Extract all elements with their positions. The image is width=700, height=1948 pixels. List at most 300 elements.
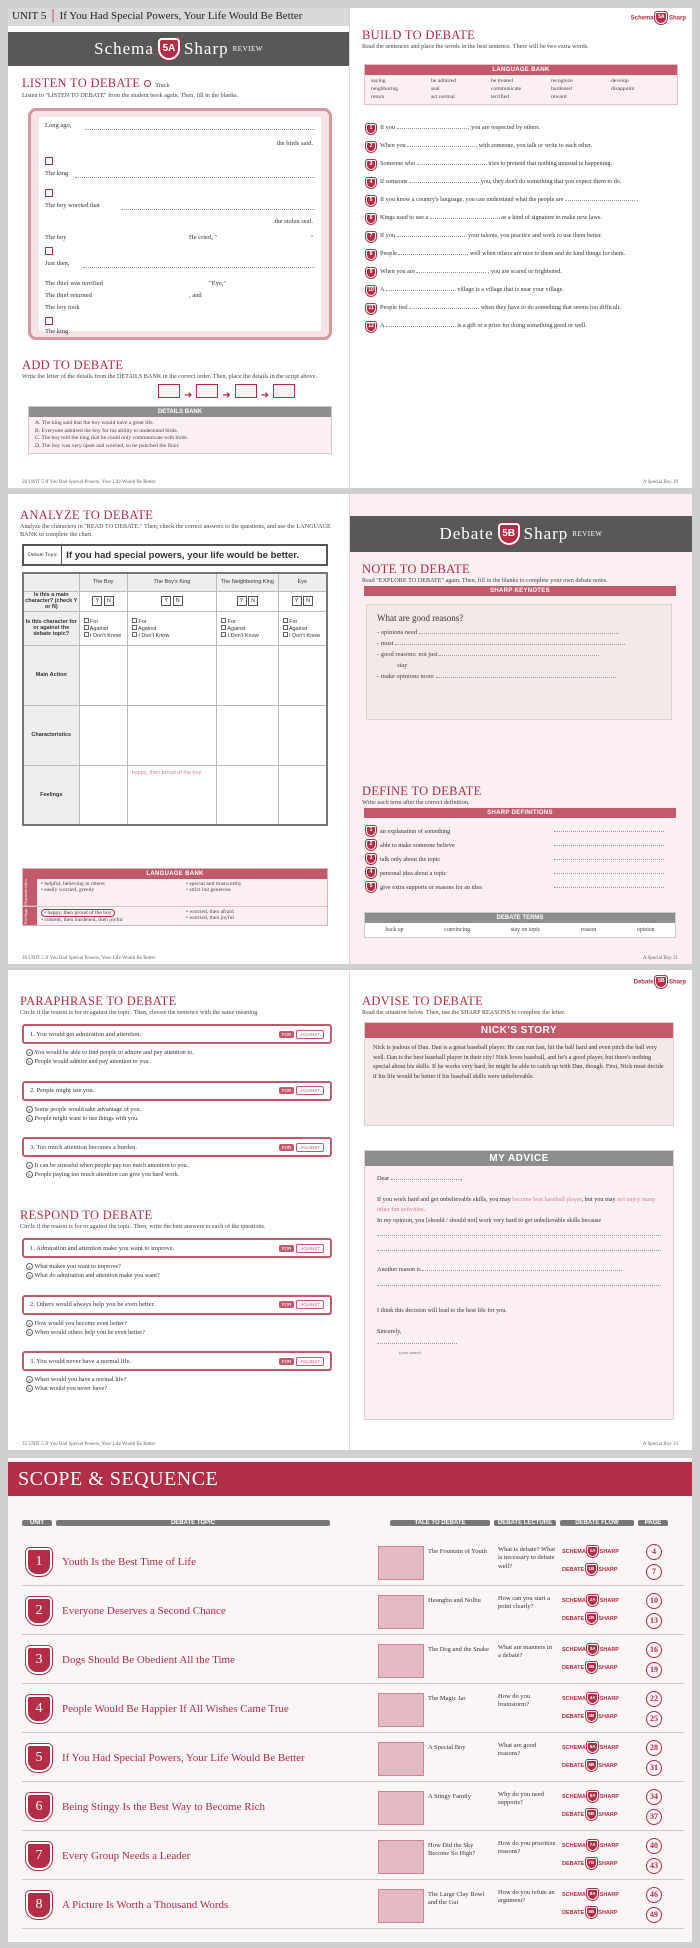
- letter-example-1: become best baseball player: [512, 1195, 582, 1203]
- definition-item: [366, 880, 676, 894]
- scope-row: [22, 1687, 684, 1733]
- word-chip: communicate: [491, 85, 522, 92]
- tale-thumbnail-icon: [378, 1644, 424, 1678]
- checkbox[interactable]: [283, 632, 288, 637]
- add-instruction: Write the letter of the details from the DETAILS BANK in the correct order. Then, place the details in the script above.: [22, 373, 318, 380]
- for-against-cell: [217, 611, 279, 645]
- flow-schema-word: SCHEMA: [562, 1548, 586, 1555]
- checkbox[interactable]: [132, 625, 137, 630]
- item-blank[interactable]: [416, 272, 486, 273]
- definition-text: give extra supports or reasons for an idea: [380, 883, 482, 891]
- question-text: 1. Admiration and attention make you want to improve.: [30, 1244, 175, 1252]
- item-text-b: you, they don't do something that you expect them to do.: [480, 178, 622, 185]
- item-text-a: People: [380, 250, 397, 257]
- add-title: ADD TO DEBATE: [22, 358, 124, 372]
- order-box-3[interactable]: [235, 384, 257, 398]
- option-a-icon[interactable]: a: [26, 1376, 33, 1383]
- flow-schema-word: SCHEMA: [562, 1842, 586, 1849]
- unit-topic[interactable]: A Picture Is Worth a Thousand Words: [62, 1899, 229, 1912]
- note-instruction: Read "EXPLORE TO DEBATE" again. Then, fill in the blanks to complete your own debate notes.: [362, 577, 608, 584]
- keynote-line: - must: [377, 640, 394, 648]
- item-blank[interactable]: [397, 236, 467, 237]
- checkbox[interactable]: [283, 625, 288, 630]
- letter-line[interactable]: [377, 1226, 661, 1236]
- logo-word-schema: Schema: [94, 39, 154, 58]
- flow-badge-icon: 6A: [587, 1791, 598, 1802]
- flow-schema[interactable]: [562, 1742, 636, 1753]
- flow-badge-icon: 8B: [586, 1907, 597, 1918]
- item-text-b: with someone, you talk or write to each other.: [478, 142, 593, 149]
- build-item: [366, 196, 678, 206]
- footer-left: 28 UNIT 5 If You Had Special Powers, Your Life Would Be Better: [22, 480, 156, 485]
- build-item: [366, 322, 678, 332]
- item-blank[interactable]: [409, 308, 479, 309]
- corner-cell: [23, 573, 79, 591]
- page-29: [350, 8, 692, 488]
- for-tag[interactable]: FOR: [279, 1358, 295, 1365]
- script-line-15: The king: [45, 328, 69, 335]
- script-line-1: Long ago,: [45, 122, 72, 129]
- checkbox[interactable]: [84, 625, 89, 630]
- letter-p1: If you work hard and get unbelievable skills, you may: [377, 1195, 511, 1203]
- item-text-b: , you are scared or frightened.: [487, 268, 562, 275]
- letter-comma: ,: [460, 1175, 463, 1182]
- item-number-badge: 3: [366, 854, 376, 864]
- your-name-label: (your name): [399, 1349, 422, 1355]
- flow-sharp-word: SHARP: [598, 1909, 618, 1916]
- flow-sharp-word: SHARP: [598, 1811, 618, 1818]
- yes-box[interactable]: Y: [237, 596, 247, 606]
- for-tag[interactable]: FOR: [279, 1245, 295, 1252]
- definition-blank[interactable]: [554, 831, 664, 832]
- option-b-icon[interactable]: b: [26, 1272, 33, 1279]
- flow-debate[interactable]: [562, 1809, 636, 1820]
- header-flow: DEBATE FLOW: [560, 1520, 634, 1526]
- page-number[interactable]: 46: [646, 1887, 662, 1903]
- unit-badge: 4: [26, 1695, 52, 1723]
- answer-cell[interactable]: [217, 705, 279, 765]
- item-number-badge: 6: [366, 214, 376, 224]
- lecture-question: What is debate? What is necessary to debate well?: [498, 1546, 556, 1570]
- order-box-2[interactable]: [196, 384, 218, 398]
- option-b-icon[interactable]: b: [26, 1115, 33, 1122]
- unit-banner: UNIT 5 │ If You Had Special Powers, Your Life Would Be Better: [8, 8, 349, 26]
- tale-title: The Fountain of Youth: [428, 1548, 487, 1555]
- flow-badge-icon: 2A: [587, 1595, 598, 1606]
- note-title: NOTE TO DEBATE: [362, 562, 470, 576]
- answer-cell[interactable]: [127, 645, 216, 705]
- col-header: The Boy: [79, 573, 127, 591]
- option-b: People might want to use things with you.: [34, 1114, 139, 1122]
- order-box-4[interactable]: [273, 384, 295, 398]
- item-text-a: A: [380, 286, 385, 293]
- item-text-b: as a kind of signature to make new laws.: [501, 214, 602, 221]
- paraphrase-instruction: Circle if the reason is for or against the topic. Then, choose the sentence with the same meaning.: [20, 1009, 259, 1016]
- blank-4[interactable]: [83, 267, 315, 268]
- story-box: [364, 1022, 674, 1126]
- page-number[interactable]: 34: [646, 1789, 662, 1805]
- item-text-b: village is a village that is near your village.: [457, 286, 564, 293]
- item-number-badge: 2: [366, 142, 376, 152]
- for-tag[interactable]: FOR: [279, 1087, 295, 1094]
- opt-dont-know: I Don't Know: [138, 632, 170, 639]
- item-text-a: If someone: [380, 178, 408, 185]
- option-a: Some people would take advantage of you.: [34, 1105, 142, 1113]
- question-block: [22, 1137, 332, 1180]
- unit-topic[interactable]: If You Had Special Powers, Your Life Would Be Better: [62, 1752, 305, 1765]
- flow-schema[interactable]: [562, 1791, 636, 1802]
- scope-row: [22, 1638, 684, 1684]
- spread-unit5-schema: [8, 8, 692, 488]
- flow-debate[interactable]: [562, 1662, 636, 1673]
- checkbox[interactable]: [221, 625, 226, 630]
- word-chip: burdened: [551, 85, 572, 92]
- unit-badge: 3: [26, 1646, 52, 1674]
- tale-thumbnail-icon: [378, 1889, 424, 1923]
- unit-title: If You Had Special Powers, Your Life Would Be Better: [59, 10, 303, 22]
- item-text-a: Kings used to use a: [380, 214, 429, 221]
- letter-line[interactable]: [377, 1241, 661, 1251]
- keynote-blank[interactable]: [395, 644, 625, 645]
- story-title: NICK'S STORY: [365, 1023, 673, 1038]
- against-tag[interactable]: AGAINST: [296, 1030, 324, 1039]
- page-number[interactable]: 10: [646, 1593, 662, 1609]
- flow-badge-icon: 5A: [587, 1742, 598, 1753]
- option-a-icon[interactable]: a: [26, 1106, 33, 1113]
- page-30: [8, 494, 350, 964]
- paraphrase-items: [22, 1024, 332, 1194]
- build-item: [366, 160, 678, 170]
- flow-schema-word: SCHEMA: [562, 1793, 586, 1800]
- header-unit: UNIT: [22, 1520, 52, 1526]
- page-number[interactable]: 49: [646, 1907, 662, 1923]
- question-bar: [22, 1238, 332, 1258]
- spread-unit5-debate: [8, 494, 692, 964]
- definition-blank[interactable]: [554, 873, 664, 874]
- keynote-blank[interactable]: [436, 677, 616, 678]
- cd-icon: [144, 80, 151, 87]
- footer-left: 30 UNIT 5 If You Had Special Powers, Your Life Would Be Better: [22, 956, 156, 961]
- tale-title: How Did the Sky Become So High?: [428, 1842, 476, 1858]
- item-blank[interactable]: [409, 182, 479, 183]
- page-number[interactable]: 31: [646, 1760, 662, 1776]
- for-tag[interactable]: FOR: [279, 1031, 295, 1038]
- opt-dont-know: I Don't Know: [227, 632, 259, 639]
- flow-schema-word: SCHEMA: [562, 1891, 586, 1898]
- build-item: [366, 232, 678, 242]
- definition-blank[interactable]: [554, 845, 664, 846]
- unit-topic[interactable]: People Would Be Happier If All Wishes Came True: [62, 1703, 289, 1716]
- flow-sharp-word: SHARP: [599, 1891, 619, 1898]
- corner-logo-word2: Sharp: [668, 15, 686, 22]
- flow-schema-word: SCHEMA: [562, 1646, 586, 1653]
- checkbox[interactable]: [132, 632, 137, 637]
- for-tag[interactable]: FOR: [279, 1301, 295, 1308]
- flow-sharp-word: SHARP: [598, 1713, 618, 1720]
- scope-row: [22, 1785, 684, 1831]
- item-text-b: your talents, you practice and work to use them better.: [468, 232, 603, 239]
- page-number[interactable]: 43: [646, 1858, 662, 1874]
- lecture-question: What are good reasons?: [498, 1742, 537, 1758]
- tale-title: The Large Clay Bowl and the Gut: [428, 1891, 485, 1907]
- letter-blank-name[interactable]: [391, 1179, 461, 1180]
- item-number-badge: 4: [366, 868, 376, 878]
- col-header: Eye: [278, 573, 327, 591]
- question-text: 2. Others would always help you be even better.: [30, 1301, 155, 1309]
- flow-badge-icon: 3A: [587, 1644, 598, 1655]
- flow-sharp-word: SHARP: [598, 1566, 618, 1573]
- page-number[interactable]: 4: [646, 1544, 662, 1560]
- word-chip: recognize: [551, 78, 573, 84]
- unit-topic[interactable]: Dogs Should Be Obedient All the Time: [62, 1654, 235, 1667]
- answer-cell[interactable]: [217, 645, 279, 705]
- flow-debate[interactable]: [562, 1613, 636, 1624]
- flow-badge-icon: 1A: [587, 1546, 598, 1557]
- flow-debate-word: DEBATE: [562, 1566, 585, 1573]
- scope-row: [22, 1883, 684, 1929]
- no-box[interactable]: N: [303, 596, 313, 606]
- flow-debate[interactable]: [562, 1711, 636, 1722]
- script-line-2: the birds said.: [276, 140, 313, 147]
- page-31: [350, 494, 692, 964]
- flow-schema[interactable]: [562, 1595, 636, 1606]
- opt-for: For: [90, 618, 99, 625]
- definition-blank[interactable]: [554, 887, 664, 888]
- answer-cell[interactable]: [278, 765, 327, 825]
- page-number[interactable]: 37: [646, 1809, 662, 1825]
- no-box[interactable]: N: [104, 596, 114, 606]
- item-blank[interactable]: [386, 290, 456, 291]
- option-b-icon[interactable]: b: [26, 1171, 33, 1178]
- tale-thumbnail-icon: [378, 1840, 424, 1874]
- option-a-icon[interactable]: a: [26, 1049, 33, 1056]
- advise-instruction: Read the situation below. Then, use the SHARP REASONS to complete the letter.: [362, 1009, 566, 1016]
- page-28: [8, 8, 350, 488]
- option-b-icon[interactable]: b: [26, 1385, 33, 1392]
- build-item: [366, 214, 678, 224]
- flow-schema[interactable]: [562, 1840, 636, 1851]
- no-box[interactable]: N: [248, 596, 258, 606]
- item-text-a: If you know a country's language, you can understand what the people are: [380, 196, 564, 203]
- against-tag[interactable]: AGAINST: [296, 1143, 324, 1152]
- yes-box[interactable]: Y: [292, 596, 302, 606]
- analyze-title: ANALYZE TO DEBATE: [20, 508, 154, 522]
- answer-cell[interactable]: [217, 765, 279, 825]
- advice-title: MY ADVICE: [365, 1151, 673, 1166]
- definition-list: [366, 824, 676, 894]
- letter-line[interactable]: [377, 1276, 661, 1286]
- page-number[interactable]: 22: [646, 1691, 662, 1707]
- flow-schema[interactable]: [562, 1889, 636, 1900]
- opt-against: Against: [89, 625, 109, 632]
- debate-topic-label: Debate Topic: [24, 546, 62, 564]
- bank-item: • easily worried, greedy: [41, 887, 95, 893]
- tale-thumbnail-icon: [378, 1693, 424, 1727]
- bank-item: • worried, then joyful: [186, 914, 234, 921]
- checkbox[interactable]: [84, 618, 89, 623]
- detail-d: D. The boy was very upset and worried, so he punched the floor.: [35, 442, 180, 449]
- script-line-6: The boy: [45, 234, 67, 241]
- flow-debate[interactable]: [562, 1760, 636, 1771]
- blank-3[interactable]: [121, 209, 315, 210]
- tale-title: A Special Boy: [428, 1744, 466, 1751]
- against-tag[interactable]: AGAINST: [296, 1300, 324, 1309]
- bank-item: • strict but generous: [186, 887, 231, 893]
- page-number[interactable]: 13: [646, 1613, 662, 1629]
- for-tag[interactable]: FOR: [279, 1144, 295, 1151]
- definition-text: able to make someone believe: [380, 841, 455, 849]
- item-blank[interactable]: [417, 164, 487, 165]
- against-tag[interactable]: AGAINST: [296, 1086, 324, 1095]
- opt-for: For: [289, 618, 298, 625]
- letter-signature-line[interactable]: [377, 1343, 457, 1344]
- blank-1[interactable]: [85, 129, 315, 130]
- option-a-icon[interactable]: a: [26, 1263, 33, 1270]
- scope-header-row: [22, 1520, 684, 1532]
- letter-p3: Another reason is: [377, 1266, 421, 1274]
- question-text: 3. You would never have a normal life.: [30, 1357, 132, 1365]
- item-text-a: Someone who: [380, 160, 416, 167]
- item-blank[interactable]: [407, 146, 477, 147]
- item-number-badge: 10: [366, 286, 376, 296]
- header-debate-topic: DEBATE TOPIC: [56, 1520, 330, 1526]
- flow-debate-word: DEBATE: [562, 1909, 585, 1916]
- flow-sharp-word: SHARP: [599, 1548, 619, 1555]
- flow-schema[interactable]: [562, 1546, 636, 1557]
- page-number[interactable]: 40: [646, 1838, 662, 1854]
- option-a-icon[interactable]: a: [26, 1320, 33, 1327]
- checkbox[interactable]: [132, 618, 137, 623]
- page-number[interactable]: 7: [646, 1564, 662, 1580]
- flow-badge-icon: 1B: [586, 1564, 597, 1575]
- definition-text: personal idea about a topic: [380, 869, 447, 877]
- keynote-line: stay: [397, 662, 408, 670]
- tale-thumbnail-icon: [378, 1595, 424, 1629]
- build-item: [366, 250, 678, 260]
- blank-2[interactable]: [75, 177, 315, 178]
- answer-cell[interactable]: [79, 645, 127, 705]
- flow-debate[interactable]: [562, 1564, 636, 1575]
- script-line-12: The thief returned: [45, 292, 92, 299]
- logo-review: REVIEW: [232, 45, 263, 53]
- item-blank[interactable]: [397, 128, 467, 129]
- letter-box-2[interactable]: [45, 189, 53, 197]
- flow-debate-word: DEBATE: [562, 1811, 585, 1818]
- order-box-1[interactable]: [158, 384, 180, 398]
- flow-badge-icon: 4A: [587, 1693, 598, 1704]
- option-a-icon[interactable]: a: [26, 1162, 33, 1169]
- script-line-11: "Eye,": [209, 280, 227, 287]
- scope-row: [22, 1736, 684, 1782]
- question-bar: [22, 1081, 332, 1101]
- question-text: 2. People might use you.: [30, 1087, 95, 1095]
- letter-box-4[interactable]: [45, 317, 53, 325]
- language-bank-2: [22, 868, 328, 926]
- unit-topic[interactable]: Being Stingy Is the Best Way to Become Rich: [62, 1801, 266, 1814]
- unit-topic[interactable]: Youth Is the Best Time of Life: [62, 1556, 196, 1569]
- option-b: When would others help you be even better?: [34, 1328, 145, 1336]
- letter-dear: Dear: [377, 1175, 390, 1182]
- against-tag[interactable]: AGAINST: [296, 1244, 324, 1253]
- unit-topic[interactable]: Everyone Deserves a Second Chance: [62, 1605, 226, 1618]
- flow-schema[interactable]: [562, 1644, 636, 1655]
- keynote-blank[interactable]: [419, 633, 619, 634]
- logo-review: REVIEW: [572, 530, 603, 538]
- option-b-icon[interactable]: b: [26, 1058, 33, 1065]
- header-tale: TALE TO DEBATE: [390, 1520, 490, 1526]
- answer-cell[interactable]: [79, 765, 127, 825]
- question-block: [22, 1238, 332, 1281]
- flow-sharp-word: SHARP: [599, 1744, 619, 1751]
- answer-cell[interactable]: [278, 705, 327, 765]
- unit-badge: 7: [26, 1842, 52, 1870]
- checkbox[interactable]: [283, 618, 288, 623]
- item-text-b: tries to pretend that nothing unusual is happening.: [488, 160, 613, 167]
- page-number[interactable]: 16: [646, 1642, 662, 1658]
- item-blank[interactable]: [565, 200, 635, 201]
- definition-blank[interactable]: [554, 859, 664, 860]
- checkbox[interactable]: [221, 632, 226, 637]
- tale-title: A Stingy Family: [428, 1793, 471, 1800]
- yes-box[interactable]: Y: [161, 596, 171, 606]
- against-tag[interactable]: AGAINST: [296, 1357, 324, 1366]
- answer-cell[interactable]: [278, 645, 327, 705]
- letter-sincerely: Sincerely,: [377, 1327, 402, 1335]
- bank-item: • special and trustworthy: [186, 881, 242, 887]
- footer-right: A Special Boy 31: [642, 956, 678, 961]
- opt-against: Against: [227, 625, 246, 632]
- letter-box-3[interactable]: [45, 247, 53, 255]
- item-text-b: well when others are nice to them and do kind things for them.: [469, 250, 626, 257]
- corner-logo: [631, 12, 686, 24]
- checkbox[interactable]: [84, 632, 89, 637]
- flow-debate[interactable]: [562, 1907, 636, 1918]
- yes-box[interactable]: Y: [92, 596, 102, 606]
- unit-badge: 6: [26, 1793, 52, 1821]
- option-b-icon[interactable]: b: [26, 1329, 33, 1336]
- term: stay on topic: [510, 927, 541, 933]
- unit-number: UNIT 5: [12, 10, 47, 22]
- item-blank[interactable]: [398, 254, 468, 255]
- definition-item: [366, 852, 676, 866]
- keynote-blank[interactable]: [439, 655, 599, 656]
- order-boxes: [158, 384, 295, 403]
- page-33: [350, 970, 692, 1450]
- no-box[interactable]: N: [173, 596, 183, 606]
- debate-topic-text: If you had special powers, your life would be better.: [66, 549, 300, 561]
- corner-logo: [634, 976, 686, 988]
- logo-word-sharp: Sharp: [183, 39, 229, 58]
- definition-item: [366, 824, 676, 838]
- letter-line[interactable]: [422, 1270, 622, 1271]
- letter-box-1[interactable]: [45, 157, 53, 165]
- answer-cell[interactable]: [79, 705, 127, 765]
- page-number[interactable]: 19: [646, 1662, 662, 1678]
- page-number[interactable]: 25: [646, 1711, 662, 1727]
- flow-debate[interactable]: [562, 1858, 636, 1869]
- item-blank[interactable]: [386, 326, 456, 327]
- item-text-b: is a gift or a prize for doing something good or well.: [457, 322, 587, 329]
- spread-unit5-practice: [8, 970, 692, 1450]
- item-blank[interactable]: [430, 218, 500, 219]
- page-number[interactable]: 28: [646, 1740, 662, 1756]
- definition-text: an explanation of something: [380, 827, 451, 835]
- flow-schema[interactable]: [562, 1693, 636, 1704]
- answer-cell[interactable]: [127, 705, 216, 765]
- checkbox[interactable]: [221, 618, 226, 623]
- unit-topic[interactable]: Every Group Needs a Leader: [62, 1850, 191, 1863]
- flow-sharp-word: SHARP: [598, 1860, 618, 1867]
